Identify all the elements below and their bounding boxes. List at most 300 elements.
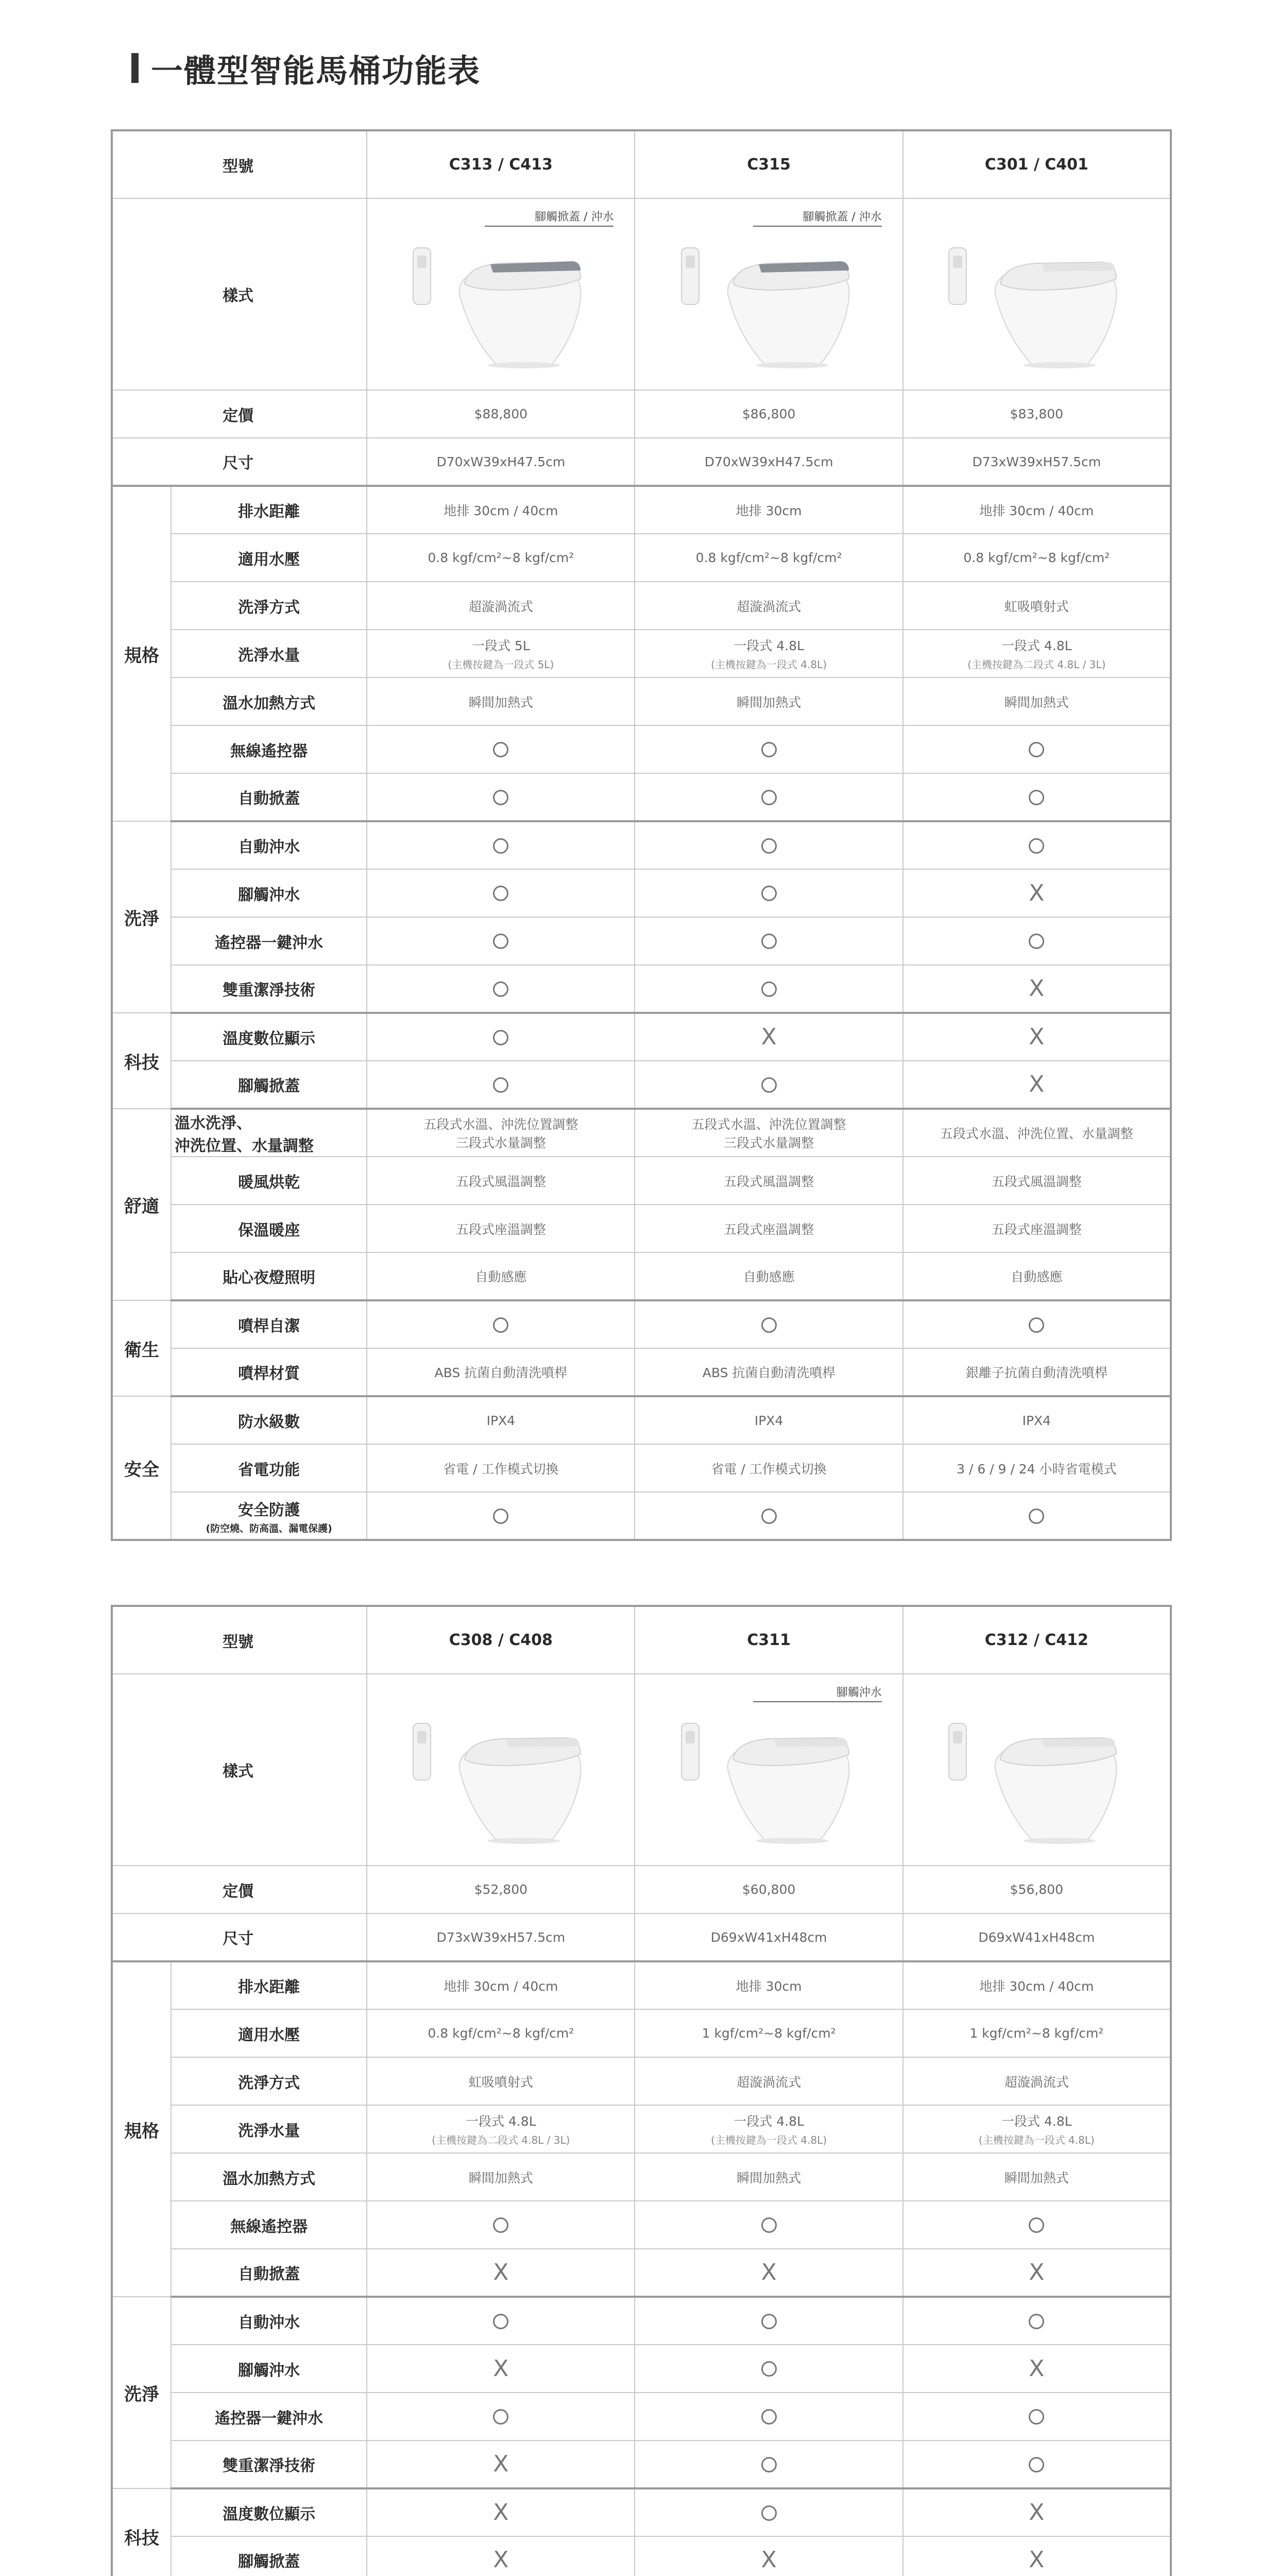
value-text: 五段式水溫、沖洗位置調整 [423,1117,578,1132]
value-text: 0.8 kgf/cm²~8 kgf/cm² [428,550,574,565]
remote-flush-value [903,2393,1171,2441]
auto-lid-no-mark: X [761,2259,777,2285]
wireless-remote-yes-mark [1029,2217,1044,2233]
wireless-remote-yes-mark [493,2217,508,2233]
feature-label-sub: (防空燒、防高溫、漏電保護) [206,1522,332,1534]
nozzle-clean-value [903,1300,1171,1348]
size-value: D70xW39xH47.5cm [635,438,902,486]
row-temp-display [112,1013,1171,1061]
heating-value [367,2153,635,2201]
model-name: C313 / C413 [367,130,635,198]
energy-value [367,1444,635,1492]
feature-label: 無線遙控器 [171,725,367,773]
temp-display-no-mark: X [493,2499,509,2526]
foot-flush-yes-mark [761,2361,777,2377]
nozzle-clean-yes-mark [493,1317,508,1333]
foot-flush-value [635,2345,902,2393]
flush-method-value [903,582,1171,630]
nozzle-clean-yes-mark [761,1317,777,1333]
remote-flush-yes-mark [1029,2409,1044,2425]
size-value: D69xW41xH48cm [903,1913,1171,1961]
auto-lid-value [903,2249,1171,2297]
dual-clean-value [903,2441,1171,2488]
value-text: 自動感應 [743,1269,795,1284]
value-text: 超漩渦流式 [737,599,802,614]
seat-heat-value [367,1205,635,1252]
value-text: 一段式 4.8L [1001,638,1072,653]
callout-label: 腳觸沖水 [836,1686,882,1699]
nozzle-clean-yes-mark [1029,1317,1044,1333]
feature-label: 洗淨方式 [171,582,367,630]
foot-lid-no-mark: X [1029,1071,1045,1097]
callout-label: 腳觸掀蓋 / 沖水 [535,211,614,224]
row-auto-flush [112,821,1171,869]
value-text: 自動感應 [475,1269,527,1284]
size-value: D70xW39xH47.5cm [367,438,635,486]
product-image-cell [635,1674,902,1866]
feature-label: 雙重潔淨技術 [171,965,367,1013]
feature-label: 自動掀蓋 [171,773,367,821]
value-note: (主機按鍵為一段式 5L) [448,658,554,671]
flush-volume-value [635,2105,902,2153]
group-safety: 安全 [112,1396,171,1540]
row-auto-lid [112,2249,1171,2297]
value-text: 超漩渦流式 [1004,2074,1069,2090]
auto-flush-value [903,821,1171,869]
temp-display-value [635,2488,902,2536]
dual-clean-no-mark: X [1029,975,1045,1002]
drain-value [903,1961,1171,2009]
nozzle-material-value [367,1348,635,1396]
foot-flush-value [367,869,635,917]
feature-label: 洗淨水量 [171,2105,367,2153]
value-text: ABS 抗菌自動清洗噴桿 [702,1365,836,1380]
warm-wash-value [367,1109,635,1157]
foot-flush-no-mark: X [1029,879,1045,906]
night-light-value [635,1252,902,1300]
value-text: 銀離子抗菌自動清洗噴桿 [965,1365,1107,1380]
protection-yes-mark [493,1509,508,1524]
feature-label: 溫水加熱方式 [171,2153,367,2201]
product-image-cell [367,1674,635,1866]
wireless-remote-value [903,2201,1171,2249]
warm-dry-value [903,1157,1171,1205]
auto-flush-yes-mark [761,838,777,854]
flush-method-value [367,582,635,630]
value-text: 0.8 kgf/cm²~8 kgf/cm² [695,550,842,565]
auto-lid-value [367,773,635,821]
foot-lid-yes-mark [493,1077,508,1093]
row-foot-lid [112,2536,1171,2576]
temp-display-value [635,1013,902,1061]
dual-clean-yes-mark [493,981,508,997]
dual-clean-value [367,965,635,1013]
temp-display-value [367,2488,635,2536]
group-comfort: 舒適 [112,1109,171,1300]
style-label: 樣式 [112,198,367,390]
value-text: 瞬間加熱式 [468,694,533,710]
nozzle-clean-value [367,1300,635,1348]
price-label: 定價 [112,390,367,438]
feature-label: 噴桿材質 [171,1348,367,1396]
style-label: 樣式 [112,1674,367,1866]
value-text: 瞬間加熱式 [737,694,802,710]
value-text: 一段式 4.8L [1001,2114,1072,2129]
temp-display-value [367,1013,635,1061]
remote-flush-yes-mark [1029,934,1044,949]
group-tech: 科技 [112,2488,171,2576]
feature-label: 溫度數位顯示 [171,2488,367,2536]
feature-label: 腳觸掀蓋 [171,2536,367,2576]
protection-yes-mark [1029,1509,1044,1524]
auto-lid-value [367,2249,635,2297]
size-value: D73xW39xH57.5cm [367,1913,635,1961]
flush-volume-value [903,2105,1171,2153]
row-flush-volume [112,2105,1171,2153]
feature-label: 洗淨水量 [171,630,367,677]
remote-flush-yes-mark [761,2409,777,2425]
feature-label: 溫水加熱方式 [171,677,367,725]
feature-label-line2: 沖洗位置、水量調整 [175,1137,314,1155]
remote-flush-yes-mark [493,934,508,949]
feature-label: 自動掀蓋 [171,2249,367,2297]
value-text: 五段式水溫、沖洗位置、水量調整 [940,1126,1133,1141]
value-text: 瞬間加熱式 [737,2170,802,2185]
row-flush-method [112,582,1171,630]
auto-flush-value [367,2297,635,2345]
model-row [112,130,1171,198]
price-value: $83,800 [903,390,1171,438]
price-row [112,1866,1171,1913]
feature-label [171,1492,367,1540]
feature-label: 遙控器一鍵沖水 [171,917,367,965]
spec-table-1 [111,129,1172,1541]
value-note: (主機按鍵為二段式 4.8L / 3L) [432,2134,570,2146]
value-text: 1 kgf/cm²~8 kgf/cm² [969,2026,1104,2041]
feature-label: 排水距離 [171,1961,367,2009]
value-text: 1 kgf/cm²~8 kgf/cm² [702,2026,836,2041]
foot-lid-value [903,2536,1171,2576]
toilet-image [939,1692,1134,1847]
remote-flush-yes-mark [493,2409,508,2425]
callout-line [485,226,614,241]
auto-lid-no-mark: X [493,2259,509,2285]
value-text: 地排 30cm [736,503,802,518]
remote-flush-value [635,2393,902,2441]
group-spec: 規格 [112,486,171,821]
temp-display-no-mark: X [1029,2499,1045,2526]
protection-value [367,1492,635,1540]
toilet-image [403,1692,599,1847]
row-remote-flush [112,2393,1171,2441]
feature-label: 自動沖水 [171,2297,367,2345]
product-image-cell [367,198,635,390]
warm-wash-value [903,1109,1171,1157]
row-foot-flush [112,2345,1171,2393]
waterproof-value [367,1396,635,1444]
wireless-remote-value [635,2201,902,2249]
auto-flush-value [635,2297,902,2345]
night-light-value [367,1252,635,1300]
value-text: 瞬間加熱式 [468,2170,533,2185]
pressure-value [903,2009,1171,2057]
wireless-remote-yes-mark [1029,742,1044,757]
auto-flush-yes-mark [1029,2314,1044,2329]
remote-flush-value [367,2393,635,2441]
foot-lid-no-mark: X [1029,2547,1045,2573]
nozzle-material-value [903,1348,1171,1396]
auto-lid-yes-mark [493,790,508,805]
price-value: $56,800 [903,1866,1171,1913]
style-row [112,1674,1171,1866]
foot-lid-no-mark: X [761,2547,777,2573]
feature-label: 適用水壓 [171,534,367,582]
remote-flush-value [903,917,1171,965]
auto-lid-yes-mark [1029,790,1044,805]
value-text: 瞬間加熱式 [1004,694,1069,710]
drain-value [635,1961,902,2009]
feature-label [171,1109,367,1157]
group-wash: 洗淨 [112,821,171,1013]
temp-display-value [903,1013,1171,1061]
row-temp-display [112,2488,1171,2536]
value-text-line2: 三段式水量調整 [724,1136,814,1150]
model-name: C301 / C401 [903,130,1171,198]
value-text: 地排 30cm / 40cm [444,1979,558,1994]
energy-value [903,1444,1171,1492]
dual-clean-yes-mark [761,981,777,997]
drain-value [635,486,902,534]
flush-volume-value [367,630,635,677]
feature-label: 雙重潔淨技術 [171,2441,367,2488]
size-value: D73xW39xH57.5cm [903,438,1171,486]
flush-method-value [367,2057,635,2105]
value-text: 五段式風溫調整 [724,1174,814,1189]
dual-clean-value [635,2441,902,2488]
dual-clean-no-mark: X [493,2451,509,2477]
model-name: C315 [635,130,902,198]
drain-value [903,486,1171,534]
feature-label: 噴桿自潔 [171,1300,367,1348]
value-text: 五段式座溫調整 [724,1222,814,1237]
warm-dry-value [635,1157,902,1205]
dual-clean-value [635,965,902,1013]
product-image-cell [903,1674,1171,1866]
product-image-cell [903,198,1171,390]
group-tech: 科技 [112,1013,171,1109]
spec-table-2 [111,1605,1172,2576]
row-wireless-remote [112,2201,1171,2249]
row-protection [112,1492,1171,1540]
model-name: C308 / C408 [367,1606,635,1674]
feature-label: 防水級數 [171,1396,367,1444]
size-label: 尺寸 [112,438,367,486]
feature-label: 適用水壓 [171,2009,367,2057]
heating-value [635,677,902,725]
temp-display-no-mark: X [761,1024,777,1050]
value-text: IPX4 [1022,1413,1051,1428]
wireless-remote-value [903,725,1171,773]
feature-label: 遙控器一鍵沖水 [171,2393,367,2441]
dual-clean-yes-mark [1029,2457,1044,2472]
value-text: 0.8 kgf/cm²~8 kgf/cm² [963,550,1110,565]
foot-lid-value [635,2536,902,2576]
foot-lid-yes-mark [761,1077,777,1093]
group-spec: 規格 [112,1961,171,2297]
foot-lid-value [367,1061,635,1109]
row-night-light [112,1252,1171,1300]
auto-lid-yes-mark [761,790,777,805]
pressure-value [367,2009,635,2057]
price-value: $60,800 [635,1866,902,1913]
callout-line [753,1701,882,1717]
value-text: 0.8 kgf/cm²~8 kgf/cm² [428,2026,574,2041]
feature-label: 無線遙控器 [171,2201,367,2249]
energy-value [635,1444,902,1492]
pressure-value [367,534,635,582]
value-text: IPX4 [754,1413,783,1428]
feature-label: 暖風烘乾 [171,1157,367,1205]
row-warm-dry [112,1157,1171,1205]
row-heating [112,677,1171,725]
row-flush-volume [112,630,1171,677]
row-foot-lid [112,1061,1171,1109]
value-text: 一段式 5L [471,638,530,653]
value-text: 省電 / 工作模式切換 [711,1461,827,1477]
remote-flush-value [635,917,902,965]
flush-volume-value [635,630,902,677]
feature-label: 自動沖水 [171,821,367,869]
auto-lid-value [635,2249,902,2297]
value-text: 地排 30cm / 40cm [444,503,558,518]
value-text: 一段式 4.8L [734,2114,804,2129]
row-auto-lid [112,773,1171,821]
row-pressure [112,534,1171,582]
waterproof-value [635,1396,902,1444]
price-label: 定價 [112,1866,367,1913]
auto-flush-value [367,821,635,869]
callout-label: 腳觸掀蓋 / 沖水 [803,211,882,224]
foot-flush-value [367,2345,635,2393]
price-value: $88,800 [367,390,635,438]
value-text: 虹吸噴射式 [1004,599,1069,614]
feature-label: 排水距離 [171,486,367,534]
wireless-remote-yes-mark [761,2217,777,2233]
flush-volume-value [367,2105,635,2153]
foot-flush-value [903,2345,1171,2393]
dual-clean-value [903,965,1171,1013]
temp-display-no-mark: X [1029,1024,1045,1050]
feature-label: 洗淨方式 [171,2057,367,2105]
remote-flush-value [367,917,635,965]
toilet-image [939,217,1134,371]
auto-flush-value [903,2297,1171,2345]
row-drain [112,1961,1171,2009]
wireless-remote-value [635,725,902,773]
wireless-remote-value [367,2201,635,2249]
value-text: 虹吸噴射式 [468,2074,533,2090]
feature-label: 腳觸沖水 [171,869,367,917]
pressure-value [903,534,1171,582]
product-image-cell [635,198,902,390]
row-auto-flush [112,2297,1171,2345]
seat-heat-value [635,1205,902,1252]
value-text: 自動感應 [1011,1269,1063,1284]
night-light-value [903,1252,1171,1300]
foot-lid-value [635,1061,902,1109]
foot-flush-no-mark: X [493,2355,509,2382]
size-row [112,438,1171,486]
protection-value [635,1492,902,1540]
row-wireless-remote [112,725,1171,773]
value-text: 地排 30cm / 40cm [979,1979,1094,1994]
feature-label: 省電功能 [171,1444,367,1492]
foot-flush-value [903,869,1171,917]
auto-lid-no-mark: X [1029,2259,1045,2285]
feature-label: 腳觸掀蓋 [171,1061,367,1109]
auto-lid-value [635,773,902,821]
row-energy [112,1444,1171,1492]
value-note: (主機按鍵為一段式 4.8L) [711,658,827,671]
row-remote-flush [112,917,1171,965]
callout-line [753,226,882,241]
row-warm-wash [112,1109,1171,1157]
model-name: C312 / C412 [903,1606,1171,1674]
model-label: 型號 [112,1606,367,1674]
value-text: 超漩渦流式 [737,2074,802,2090]
row-drain [112,486,1171,534]
auto-lid-value [903,773,1171,821]
heating-value [903,677,1171,725]
auto-flush-value [635,821,902,869]
wireless-remote-value [367,725,635,773]
pressure-value [635,2009,902,2057]
value-text: 瞬間加熱式 [1004,2170,1069,2185]
foot-flush-no-mark: X [1029,2355,1045,2382]
drain-value [367,486,635,534]
row-dual-clean [112,965,1171,1013]
value-text: ABS 抗菌自動清洗噴桿 [434,1365,568,1380]
feature-label-main: 安全防護 [238,1501,300,1519]
auto-flush-yes-mark [761,2314,777,2329]
foot-flush-value [635,869,902,917]
feature-label: 腳觸沖水 [171,2345,367,2393]
page-title: 一體型智能馬桶功能表 [151,52,481,90]
protection-yes-mark [761,1509,777,1524]
row-foot-flush [112,869,1171,917]
style-row [112,198,1171,390]
group-wash: 洗淨 [112,2297,171,2488]
nozzle-clean-value [635,1300,902,1348]
feature-label-line1: 溫水洗淨、 [175,1114,252,1132]
flush-method-value [635,582,902,630]
foot-flush-yes-mark [493,886,508,901]
size-label: 尺寸 [112,1913,367,1961]
wireless-remote-yes-mark [761,742,777,757]
warm-dry-value [367,1157,635,1205]
model-row [112,1606,1171,1674]
value-text: 一段式 4.8L [734,638,804,653]
auto-flush-yes-mark [493,2314,508,2329]
seat-heat-value [903,1205,1171,1252]
model-name: C311 [635,1606,902,1674]
feature-label: 保溫暖座 [171,1205,367,1252]
row-seat-heat [112,1205,1171,1252]
foot-lid-value [903,1061,1171,1109]
value-text: 地排 30cm / 40cm [979,503,1094,518]
value-text: 地排 30cm [736,1979,802,1994]
row-nozzle-clean [112,1300,1171,1348]
